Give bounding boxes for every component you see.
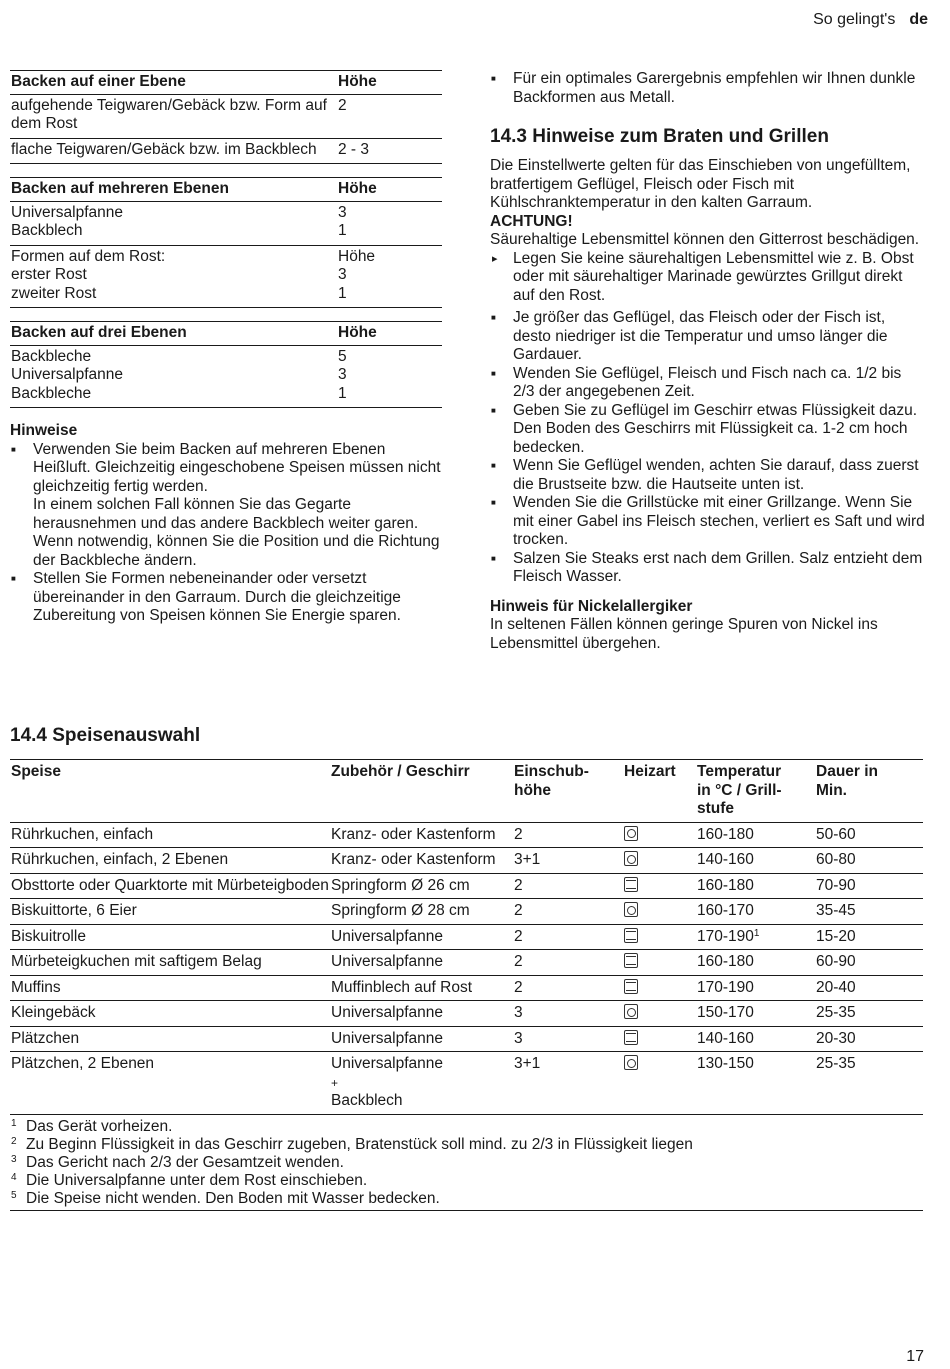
- cell-text: 20-40: [816, 978, 856, 996]
- left-column: [10, 70, 442, 626]
- table-row: [10, 345, 442, 408]
- fan-icon: [624, 826, 638, 841]
- table-row: [10, 975, 923, 1001]
- cell-line: 5: [338, 347, 347, 365]
- cell-line: Springform Ø 28 cm: [331, 902, 470, 919]
- cell-dur: [815, 924, 923, 950]
- cell-level: [513, 873, 623, 899]
- footnote: [10, 1154, 923, 1172]
- footnote-text: Die Universalpfanne unter dem Rost einschieben.: [26, 1171, 368, 1189]
- cell-text: 60-90: [816, 953, 856, 970]
- fan-icon: [624, 1004, 638, 1019]
- cell-dish: [10, 822, 330, 848]
- cell-level: [513, 1026, 623, 1052]
- col-header: Temperatur in °C / Grill- stufe: [697, 763, 782, 817]
- col-header: Höhe: [338, 180, 377, 197]
- language-code: de: [909, 11, 928, 28]
- cell-text: 35-45: [816, 902, 856, 919]
- footnote-text: Die Speise nicht wenden. Den Boden mit Wasser bedecken.: [26, 1189, 440, 1207]
- food-table: [10, 759, 923, 1115]
- table-row: [10, 94, 442, 138]
- col-header: Heizart: [624, 763, 676, 780]
- cell-acc: [330, 1001, 513, 1027]
- cell-level: [513, 950, 623, 976]
- cell-line: Universalpfanne: [331, 1029, 444, 1047]
- cell-line: Backblech: [331, 1092, 403, 1109]
- nickel-title: Hinweis für Nickelallergiker: [490, 597, 693, 615]
- cell-dur: [815, 1026, 923, 1052]
- cell-line: Universalpfanne: [331, 953, 444, 970]
- nickel-text: In seltenen Fällen können geringe Spuren von Nickel ins Lebensmittel übergehen.: [490, 616, 878, 652]
- cell-dish: [10, 899, 330, 925]
- table-row: [10, 1001, 923, 1027]
- cell: 2: [338, 96, 347, 114]
- cell-line: Höhe: [338, 247, 376, 265]
- cell-line: Backblech: [11, 222, 83, 239]
- cell-text: 160-180: [697, 876, 754, 894]
- list-item: ■ Salzen Sie Steaks erst nach dem Grillen. Salz entzieht dem Fleisch Wasser.: [490, 550, 926, 587]
- cell-text: 160-180: [697, 953, 754, 970]
- cell-heat: [623, 899, 696, 925]
- cell-text: 20-30: [816, 1029, 856, 1047]
- cell-temp: [696, 822, 815, 848]
- cell-text: Biskuittorte, 6 Eier: [11, 902, 137, 919]
- cell-text: Kleingebäck: [11, 1004, 96, 1021]
- col-header: Höhe: [338, 324, 377, 341]
- table-row: [10, 848, 923, 874]
- cell-text: 2: [514, 978, 523, 996]
- cell-line: Universalpfanne: [11, 203, 124, 221]
- cell-dur: [815, 848, 923, 874]
- right-column: [490, 70, 926, 653]
- cell: [337, 245, 442, 308]
- list-item: ■ Wenn Sie Geflügel wenden, achten Sie darauf, dass zuerst die Brustseite bzw. die Hautseite unten ist.: [490, 457, 926, 494]
- cell-line: Formen auf dem Rost:: [11, 247, 166, 265]
- cell-text: 150-170: [697, 1004, 754, 1021]
- fan-icon: [624, 1055, 638, 1070]
- footnote-ref: 1: [753, 927, 760, 939]
- cell: [10, 345, 337, 408]
- table-one-level: [10, 70, 442, 164]
- cell: aufgehende Teigwaren/Gebäck bzw. Form auf dem Rost: [11, 96, 327, 132]
- cell-text: 60-80: [816, 851, 856, 868]
- cell-line: +: [331, 1075, 339, 1090]
- cell: 2 - 3: [338, 140, 370, 158]
- cell-text: 25-35: [816, 1055, 856, 1072]
- cell-acc: [330, 975, 513, 1001]
- cell-heat: [623, 822, 696, 848]
- cell: [10, 245, 337, 308]
- cell-line: 3: [338, 266, 347, 283]
- cell-text: 2: [514, 876, 523, 894]
- cell-temp: [696, 1052, 815, 1115]
- cell-line: 1: [338, 222, 347, 239]
- cell-line: Muffinblech auf Rost: [331, 978, 473, 996]
- top-bottom-heat-icon: [624, 979, 638, 994]
- footnote-number: 5: [11, 1189, 17, 1201]
- cell-dur: [815, 1001, 923, 1027]
- table-multi-level: [10, 177, 442, 308]
- col-header: Dauer in Min.: [816, 763, 879, 799]
- table-row: [10, 899, 923, 925]
- cell: [337, 345, 442, 408]
- cell-dish: [10, 848, 330, 874]
- cell-heat: [623, 924, 696, 950]
- cell-dur: [815, 975, 923, 1001]
- list-item: ■ Je größer das Geflügel, das Fleisch oder der Fisch ist, desto niedriger ist die Temperatur und umso länger die Gardauer.: [490, 309, 926, 365]
- cell-line: 1: [338, 284, 347, 302]
- cell-dish: [10, 950, 330, 976]
- cell-text: 170-190: [697, 978, 754, 996]
- col-header: Backen auf einer Ebene: [11, 73, 186, 90]
- cell-acc: [330, 899, 513, 925]
- cell-dish: [10, 975, 330, 1001]
- cell-level: [513, 1001, 623, 1027]
- cell-text: 2: [514, 902, 523, 919]
- cell-dur: [815, 899, 923, 925]
- cell-level: [513, 1052, 623, 1115]
- cell-line: Universalpfanne: [331, 927, 444, 945]
- cell-line: Universalpfanne: [331, 1004, 444, 1021]
- cell-dish: [10, 873, 330, 899]
- top-bottom-heat-icon: [624, 877, 638, 892]
- footnote-number: 4: [11, 1171, 17, 1183]
- cell-text: Plätzchen, 2 Ebenen: [11, 1055, 155, 1072]
- cell-line: Universalpfanne: [11, 366, 124, 383]
- col-header: Höhe: [338, 73, 377, 90]
- cell-text: 70-90: [816, 876, 856, 894]
- cell-dur: [815, 822, 923, 848]
- table-row: [10, 822, 923, 848]
- table-row: [10, 950, 923, 976]
- cell-temp: [696, 1001, 815, 1027]
- cell-level: [513, 924, 623, 950]
- cell-heat: [623, 975, 696, 1001]
- list-item: ■ Wenden Sie die Grillstücke mit einer Grillzange. Wenn Sie mit einer Gabel ins Fleisch stechen, verliert es Saft und wird trocken.: [490, 494, 926, 550]
- footnote: [10, 1172, 923, 1190]
- cell-dish: [10, 1052, 330, 1115]
- cell-text: 140-160: [697, 1029, 754, 1047]
- cell-text: 25-35: [816, 1004, 856, 1021]
- list-item: ■ Für ein optimales Garergebnis empfehlen wir Ihnen dunkle Backformen aus Metall.: [490, 70, 926, 107]
- cell-text: 170-190: [697, 927, 754, 945]
- section-heading: 14.3 Hinweise zum Braten und Grillen: [490, 126, 829, 147]
- cell-dish: [10, 1001, 330, 1027]
- cell-acc: [330, 873, 513, 899]
- cell-text: 140-160: [697, 851, 754, 868]
- cell-text: 2: [514, 825, 523, 843]
- cell-level: [513, 899, 623, 925]
- cell-text: 2: [514, 927, 523, 945]
- top-bottom-heat-icon: [624, 928, 638, 943]
- cell-text: 50-60: [816, 825, 856, 843]
- cell: [10, 201, 337, 245]
- cell-heat: [623, 848, 696, 874]
- cell-acc: [330, 822, 513, 848]
- footnote: [10, 1136, 923, 1154]
- cell-line: erster Rost: [11, 266, 87, 283]
- cell-dur: [815, 873, 923, 899]
- cell-level: [513, 975, 623, 1001]
- cell-text: 3: [514, 1029, 523, 1047]
- cell-text: Rührkuchen, einfach: [11, 825, 154, 843]
- note-text: ■ Verwenden Sie beim Backen auf mehreren Ebenen Heißluft. Gleichzeitig eingeschobene Speisen müssen nicht gleichzeitig fertig werden.: [33, 440, 441, 495]
- cell-acc: [330, 1052, 513, 1115]
- caution-title: ACHTUNG!: [490, 212, 573, 230]
- cell-dish: [10, 924, 330, 950]
- page-header: [813, 11, 928, 30]
- col-header: Einschub- höhe: [514, 763, 589, 799]
- cell-line: 3: [338, 366, 347, 383]
- table-row: [10, 201, 442, 245]
- cell-heat: [623, 1052, 696, 1115]
- list-item: ■ Geben Sie zu Geflügel im Geschirr etwas Flüssigkeit dazu. Den Boden des Geschirrs mit Flüssigkeit ca. 1-2 cm hoch bedecken.: [490, 402, 926, 458]
- cell-line: 3: [338, 203, 347, 221]
- roast-tips-list: [490, 309, 926, 587]
- table-row: [10, 1026, 923, 1052]
- cell-line: zweiter Rost: [11, 284, 97, 302]
- cell-heat: [623, 873, 696, 899]
- cell-acc: [330, 924, 513, 950]
- page-number: 17: [906, 1347, 924, 1365]
- cell-line: Universalpfanne: [331, 1055, 444, 1072]
- cell-temp: [696, 848, 815, 874]
- cell-line: Backbleche: [11, 384, 92, 402]
- cell-line: 1: [338, 384, 347, 402]
- cell-acc: [330, 848, 513, 874]
- cell-text: 15-20: [816, 927, 856, 945]
- footnote-number: 3: [11, 1153, 17, 1165]
- table-row: [10, 245, 442, 308]
- footnote: [10, 1118, 923, 1136]
- cell: [337, 201, 442, 245]
- top-bottom-heat-icon: [624, 1030, 638, 1045]
- cell-heat: [623, 1001, 696, 1027]
- cell-acc: [330, 950, 513, 976]
- col-header: Speise: [11, 763, 61, 780]
- list-item: ■ Wenden Sie Geflügel, Fleisch und Fisch nach ca. 1/2 bis 2/3 der angegebenen Zeit.: [490, 365, 926, 402]
- footnote-text: Zu Beginn Flüssigkeit in das Geschirr zugeben, Bratenstück soll mind. zu 2/3 in Flüssigkeit liegen: [26, 1135, 693, 1153]
- list-item: [10, 441, 442, 571]
- footnote-number: 1: [11, 1117, 17, 1129]
- caution-steps: [490, 250, 926, 306]
- cell-heat: [623, 950, 696, 976]
- cell-acc: [330, 1026, 513, 1052]
- footnotes: [10, 1118, 923, 1211]
- cell-dish: [10, 1026, 330, 1052]
- cell: flache Teigwaren/Gebäck bzw. im Backblech: [11, 140, 317, 158]
- cell-text: Plätzchen: [11, 1029, 80, 1047]
- cell-line: Springform Ø 26 cm: [331, 876, 470, 894]
- caution-text: Säurehaltige Lebensmittel können den Gitterrost beschädigen.: [490, 231, 920, 248]
- note-text: In einem solchen Fall können Sie das Gegarte herausnehmen und das andere Backblech weiter garen. Wenn notwendig, können Sie die Position und die Richtung der Backbleche ändern.: [33, 496, 440, 569]
- table-row: [10, 138, 442, 164]
- section-food-selection: [10, 725, 923, 1211]
- footnote-number: 2: [11, 1135, 17, 1147]
- cell-line: Kranz- oder Kastenform: [331, 825, 496, 843]
- section-title: So gelingt's: [813, 11, 896, 28]
- table-three-levels: [10, 321, 442, 408]
- cell-level: [513, 848, 623, 874]
- top-bullet-list: [490, 70, 926, 107]
- footnote-text: Das Gerät vorheizen.: [26, 1117, 173, 1135]
- cell-heat: [623, 1026, 696, 1052]
- cell-text: 2: [514, 953, 523, 970]
- table-row: [10, 924, 923, 950]
- cell-temp: [696, 1026, 815, 1052]
- cell-text: 3+1: [514, 851, 541, 868]
- cell-dur: [815, 950, 923, 976]
- cell-dur: [815, 1052, 923, 1115]
- cell-temp: [696, 899, 815, 925]
- cell-text: 160-170: [697, 902, 754, 919]
- fan-icon: [624, 902, 638, 917]
- cell-text: 3+1: [514, 1055, 541, 1072]
- cell-temp: [696, 950, 815, 976]
- cell-text: Rührkuchen, einfach, 2 Ebenen: [11, 851, 229, 868]
- cell-text: 130-150: [697, 1055, 754, 1072]
- cell-text: Biskuitrolle: [11, 927, 86, 945]
- cell-line: Backbleche: [11, 347, 92, 365]
- cell-line: Kranz- oder Kastenform: [331, 851, 496, 868]
- fan-icon: [624, 851, 638, 866]
- table-row: [10, 1052, 923, 1115]
- footnote: [10, 1190, 923, 1208]
- cell-temp: [696, 975, 815, 1001]
- col-header: Backen auf mehreren Ebenen: [11, 180, 229, 197]
- cell-temp: [696, 873, 815, 899]
- list-item: ▸ Legen Sie keine säurehaltigen Lebensmittel wie z. B. Obst oder mit säurehaltiger Marinade gewürztes Grillgut direkt auf den Rost.: [490, 250, 926, 306]
- cell-temp: [696, 924, 815, 950]
- cell-text: 3: [514, 1004, 523, 1021]
- section-heading: 14.4 Speisenauswahl: [10, 725, 201, 746]
- cell-text: Obsttorte oder Quarktorte mit Mürbeteigboden: [11, 876, 329, 894]
- cell-level: [513, 822, 623, 848]
- table-row: [10, 873, 923, 899]
- list-item: ■ Stellen Sie Formen nebeneinander oder versetzt übereinander in den Garraum. Durch die gleichzeitige Zubereitung von Speisen können Sie Energie sparen.: [10, 570, 442, 626]
- top-bottom-heat-icon: [624, 953, 638, 968]
- cell-text: Muffins: [11, 978, 61, 996]
- cell-text: 160-180: [697, 825, 754, 843]
- cell-text: Mürbeteigkuchen mit saftigem Belag: [11, 953, 262, 970]
- footnote-text: Das Gericht nach 2/3 der Gesamtzeit wenden.: [26, 1153, 344, 1171]
- notes-list: [10, 441, 442, 626]
- notes-title: Hinweise: [10, 422, 78, 439]
- intro-text: Die Einstellwerte gelten für das Einschieben von ungefülltem, bratfertigem Geflügel, Fleisch oder Fisch mit Kühlschranktemperatur in den kalten Garraum.: [490, 157, 911, 211]
- col-header: Backen auf drei Ebenen: [11, 324, 187, 341]
- col-header: Zubehör / Geschirr: [331, 763, 470, 780]
